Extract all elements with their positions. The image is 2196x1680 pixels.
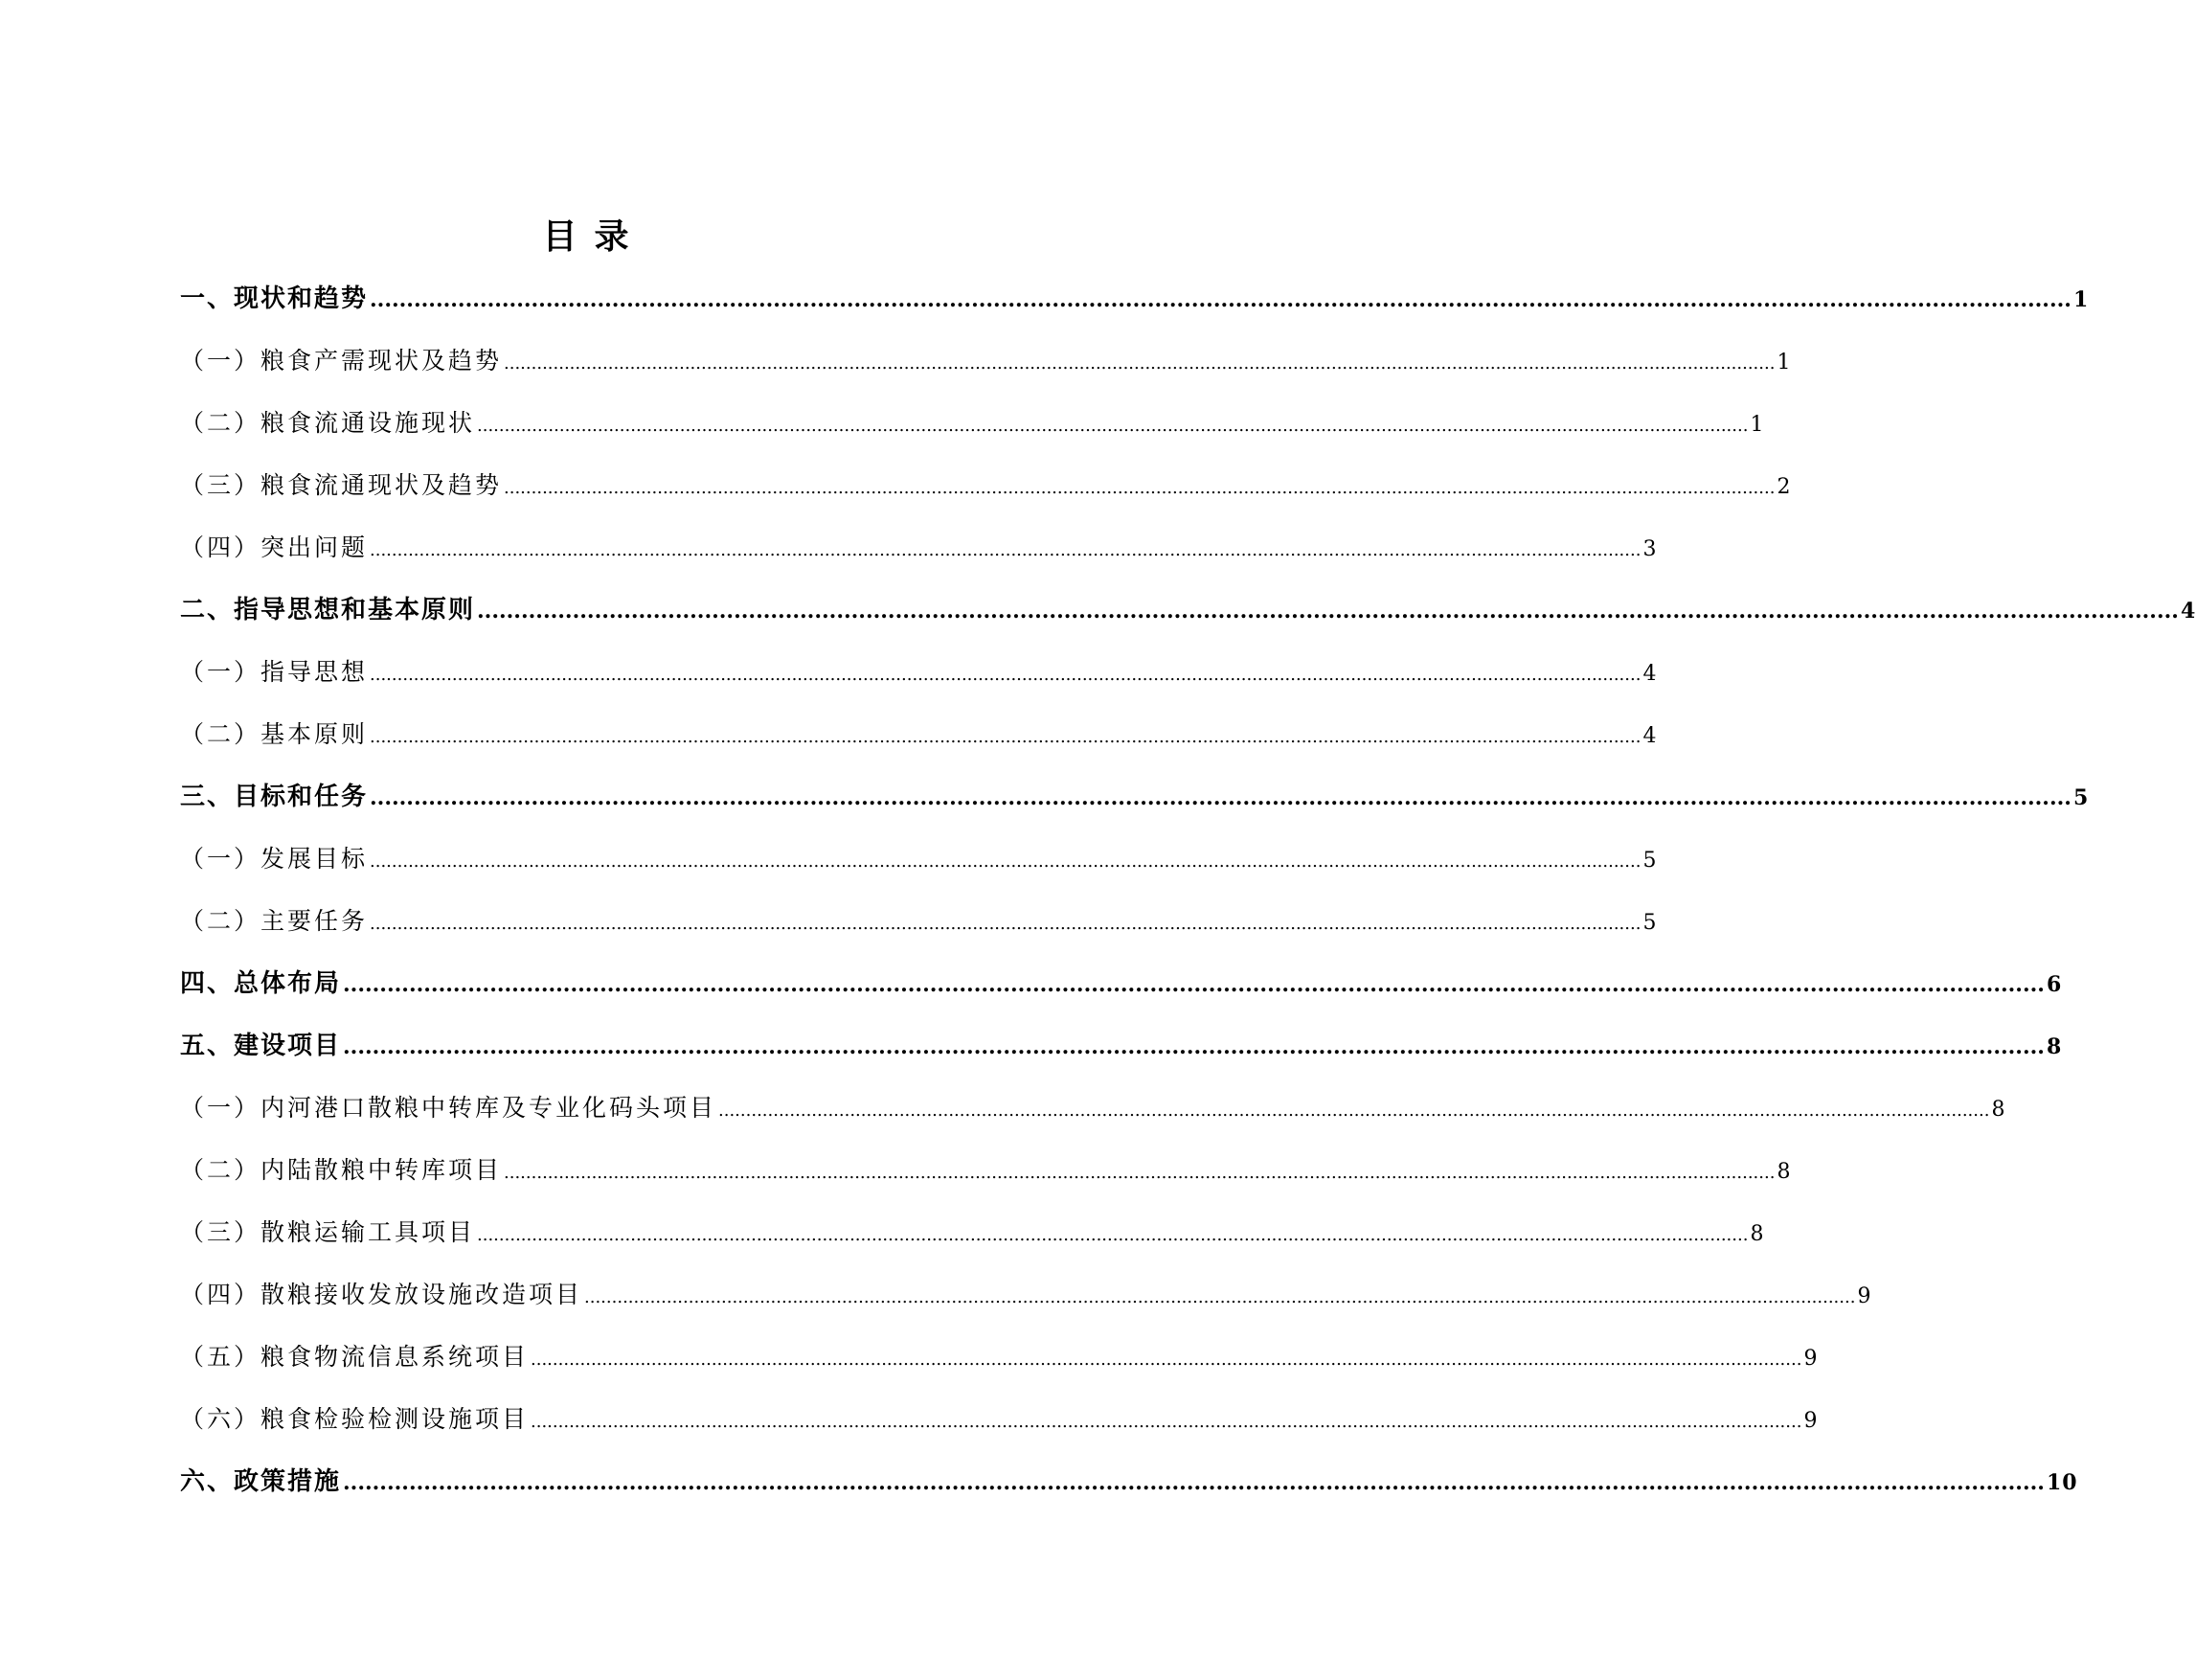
toc-entry-label: 三、目标和任务	[180, 783, 369, 811]
toc-entry-subsection[interactable]	[180, 529, 1658, 591]
dot-leader: ........................................................................................................................................................................................................................................	[584, 1287, 1856, 1307]
toc-entry-subsection[interactable]	[180, 653, 1658, 715]
toc-entry-section-5[interactable]	[180, 1027, 2063, 1089]
dot-leader: ........................................................................................................................................................................................................................................	[531, 1412, 1802, 1432]
toc-entry-label: （四）突出问题	[180, 534, 369, 561]
dot-leader: ........................................................................................................................................................................................................................................	[343, 1470, 2045, 1495]
toc-entry-label: （五）粮食物流信息系统项目	[180, 1343, 530, 1371]
dot-leader: ........................................................................................................................................................................................................................................	[343, 972, 2045, 997]
toc-entry-page: 9	[1857, 1284, 1872, 1308]
dot-leader: ........................................................................................................................................................................................................................................	[343, 1034, 2045, 1059]
toc-entry-section-2[interactable]	[180, 591, 2196, 653]
toc-entry-subsection[interactable]	[180, 902, 1658, 965]
toc-entry-page: 5	[2072, 785, 2090, 810]
toc-entry-label: 五、建设项目	[180, 1032, 342, 1060]
toc-entry-page: 2	[1777, 475, 1792, 499]
dot-leader: ........................................................................................................................................................................................................................................	[477, 1225, 1749, 1245]
dot-leader: ........................................................................................................................................................................................................................................	[370, 785, 2071, 810]
toc-entry-label: 二、指导思想和基本原则	[180, 596, 476, 624]
toc-entry-label: （一）粮食产需现状及趋势	[180, 347, 503, 375]
toc-entry-subsection[interactable]	[180, 1151, 1792, 1214]
toc-entry-page: 9	[1803, 1347, 1819, 1371]
toc-entry-page: 6	[2046, 972, 2063, 997]
toc-entry-subsection[interactable]	[180, 404, 1765, 466]
toc-entry-label: （二）基本原则	[180, 720, 369, 748]
toc-entry-page: 4	[1642, 662, 1658, 686]
toc-entry-label: （二）粮食流通设施现状	[180, 409, 476, 437]
toc-entry-subsection[interactable]	[180, 1338, 1819, 1400]
toc-entry-subsection[interactable]	[180, 715, 1658, 778]
toc-entry-label: （四）散粮接收发放设施改造项目	[180, 1281, 583, 1308]
toc-entry-subsection[interactable]	[180, 466, 1792, 529]
toc-entry-page: 8	[2046, 1034, 2063, 1059]
toc-entry-subsection[interactable]	[180, 1214, 1765, 1276]
toc-entry-label: （六）粮食检验检测设施项目	[180, 1405, 530, 1433]
toc-entry-label: 一、现状和趋势	[180, 284, 369, 313]
dot-leader: ........................................................................................................................................................................................................................................	[504, 478, 1776, 498]
dot-leader: ........................................................................................................................................................................................................................................	[504, 1163, 1776, 1183]
toc-entry-page: 9	[1803, 1409, 1819, 1433]
toc-entry-label: （三）粮食流通现状及趋势	[180, 471, 503, 499]
toc-entry-label: （三）散粮运输工具项目	[180, 1218, 476, 1246]
toc-entry-page: 8	[1991, 1098, 2006, 1122]
toc-entry-section-1[interactable]	[180, 280, 2090, 342]
dot-leader: ........................................................................................................................................................................................................................................	[370, 851, 1641, 872]
toc-entry-label: （一）内河港口散粮中转库及专业化码头项目	[180, 1094, 717, 1122]
toc-entry-page: 4	[2180, 599, 2196, 624]
dot-leader: ........................................................................................................................................................................................................................................	[477, 599, 2179, 624]
dot-leader: ........................................................................................................................................................................................................................................	[370, 727, 1641, 747]
toc-entry-label: （一）发展目标	[180, 845, 369, 873]
toc-entry-section-4[interactable]	[180, 965, 2063, 1027]
toc-entry-subsection[interactable]	[180, 342, 1792, 404]
toc-entry-label: 四、总体布局	[180, 969, 342, 998]
toc-entry-page: 1	[1750, 413, 1765, 437]
toc-entry-subsection[interactable]	[180, 1089, 2006, 1151]
toc-entry-label: （二）主要任务	[180, 907, 369, 935]
dot-leader: ........................................................................................................................................................................................................................................	[370, 665, 1641, 685]
toc-entry-page: 4	[1642, 724, 1658, 748]
dot-leader: ........................................................................................................................................................................................................................................	[531, 1350, 1802, 1370]
toc-entry-page: 1	[2072, 287, 2090, 312]
dot-leader: ........................................................................................................................................................................................................................................	[718, 1101, 1990, 1121]
dot-leader: ........................................................................................................................................................................................................................................	[370, 287, 2071, 312]
toc-entry-page: 8	[1750, 1222, 1765, 1246]
dot-leader: ........................................................................................................................................................................................................................................	[370, 914, 1641, 934]
toc-entry-page: 1	[1777, 351, 1792, 375]
dot-leader: ........................................................................................................................................................................................................................................	[370, 540, 1641, 560]
toc-entry-label: 六、政策措施	[180, 1467, 342, 1496]
dot-leader: ........................................................................................................................................................................................................................................	[477, 416, 1749, 436]
toc-entry-subsection[interactable]	[180, 1400, 1819, 1463]
toc-entry-page: 5	[1642, 849, 1658, 873]
toc-entry-subsection[interactable]	[180, 840, 1658, 902]
toc-entry-label: （一）指导思想	[180, 658, 369, 686]
toc-entry-page: 3	[1642, 537, 1658, 561]
toc-entry-page: 10	[2046, 1470, 2078, 1495]
toc-entry-page: 5	[1642, 911, 1658, 935]
toc-entry-section-3[interactable]	[180, 778, 2090, 840]
toc-list	[180, 280, 2196, 1525]
toc-entry-section-6[interactable]	[180, 1463, 2078, 1525]
toc-entry-label: （二）内陆散粮中转库项目	[180, 1156, 503, 1184]
dot-leader: ........................................................................................................................................................................................................................................	[504, 353, 1776, 374]
toc-entry-page: 8	[1777, 1160, 1792, 1184]
toc-title: 目录	[542, 217, 646, 257]
toc-entry-subsection[interactable]	[180, 1276, 1872, 1338]
